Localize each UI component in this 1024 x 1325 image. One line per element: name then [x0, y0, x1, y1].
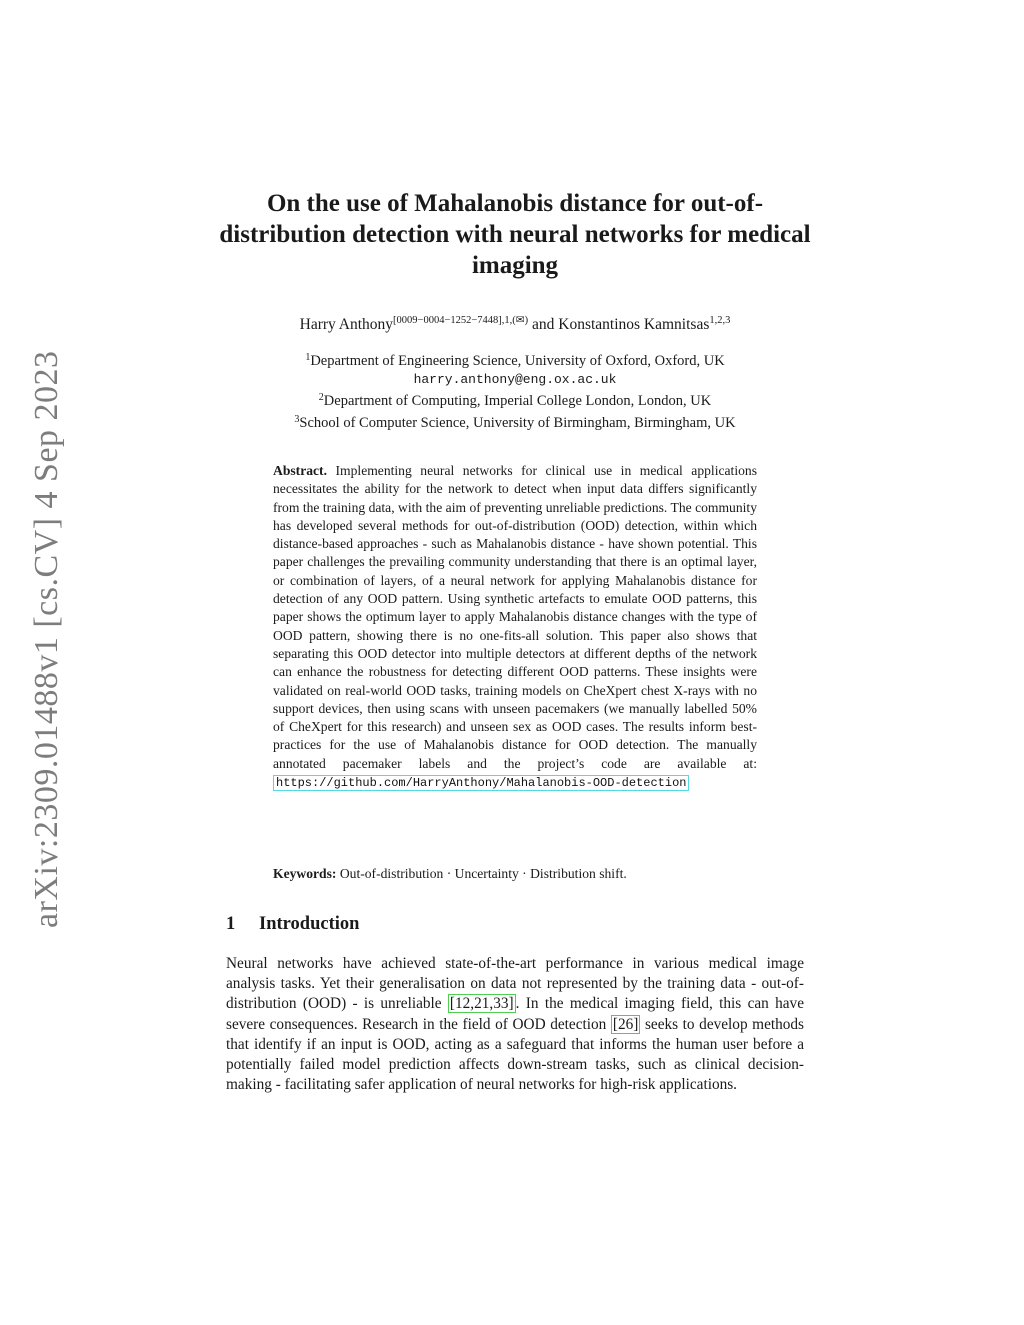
affiliation-1: $^1$Department of Engineering Science, University of Oxford, Oxford, UK	[305, 352, 725, 369]
affiliation-2: $^2$Department of Computing, Imperial College London, London, UK	[318, 392, 712, 409]
author-conjunction: and	[531, 316, 555, 333]
keywords-label: Keywords:	[273, 866, 337, 881]
affiliations	[0, 349, 1024, 432]
section-number: 1	[226, 914, 236, 934]
abstract	[273, 462, 757, 792]
affiliation-3: $^3$School of Computer Science, University of Birmingham, Birmingham, UK	[294, 413, 736, 431]
section-title: Introduction	[259, 914, 360, 934]
author-line	[0, 314, 1024, 334]
arxiv-identifier: arXiv:2309.01488v1 [cs.CV] 4 Sep 2023	[28, 350, 65, 928]
paper-title: On the use of Mahalanobis distance for out-of-distribution detection with neural networks for medical imaging	[219, 190, 811, 279]
keywords	[273, 866, 757, 882]
abstract-label: Abstract.	[273, 463, 327, 478]
section-heading	[226, 914, 359, 935]
keywords-text: Out-of-distribution · Uncertainty · Distribution shift.	[339, 866, 627, 881]
intro-text: . In the medical imaging field, this can have severe consequences. Research in the field of OOD detection	[226, 995, 804, 1033]
author-email[interactable]: harry.anthony@eng.ox.ac.uk	[413, 371, 617, 387]
intro-text: Neural networks have achieved state-of-the-art performance in various medical image analysis tasks. Yet their generalisation on data not represented by the training data - out-of-distribution (OOD) - is unreliable	[226, 955, 804, 1013]
abstract-text: Implementing neural networks for clinical use in medical applications necessitates the ability for the network to detect when input data differs significantly from the training data, with the aim of preventing unreliable predictions. The community has developed several methods for out-of-distribution (OOD) detection, within which distance-based approaches - such as Mahalanobis distance - have shown potential. This paper challenges the prevailing community understanding that there is an optimal layer, or combination of layers, of a neural network for applying Mahalanobis distance for detection of any OOD pattern. Using synthetic artefacts to emulate OOD patterns, this paper shows the optimum layer to apply Mahalanobis distance changes with the type of OOD pattern, showing there is no one-fits-all solution. This paper also shows that separating this OOD detector into multiple detectors at different depths of the network can enhance the robustness for detecting different OOD patterns. These insights were validated on real-world OOD tasks, training models on CheXpert chest X-rays with no support devices, then using scans with unseen pacemakers (we manually labelled 50% of CheXpert for this research) and unseen sex as OOD cases. The results inform best-practices for the use of Mahalanobis distance for OOD detection. The manually annotated pacemaker labels and the project’s code are available at:	[273, 463, 757, 771]
introduction-paragraph	[226, 954, 804, 1095]
author-affiliation-superscript: 1,2,3	[709, 315, 731, 326]
author-name: Harry Anthony	[299, 316, 394, 333]
citation-link[interactable]: [12,21,33]	[449, 995, 514, 1013]
intro-text: seeks to develop methods that identify if an input is OOD, acting as a safeguard that informs the human user before a potentially failed model prediction affects down-stream tasks, such as clinical decision-making - facilitating safer application of neural networks for high-risk applications.	[226, 1015, 805, 1094]
author-name: Konstantinos Kamnitsas	[558, 316, 710, 333]
author-orcid-superscript: [0009−0004−1252−7448],1,(✉)	[393, 315, 529, 326]
citation-link[interactable]: [26]	[612, 1015, 639, 1033]
code-repository-link[interactable]: https://github.com/HarryAnthony/Mahalanobis-OOD-detection	[273, 775, 689, 791]
